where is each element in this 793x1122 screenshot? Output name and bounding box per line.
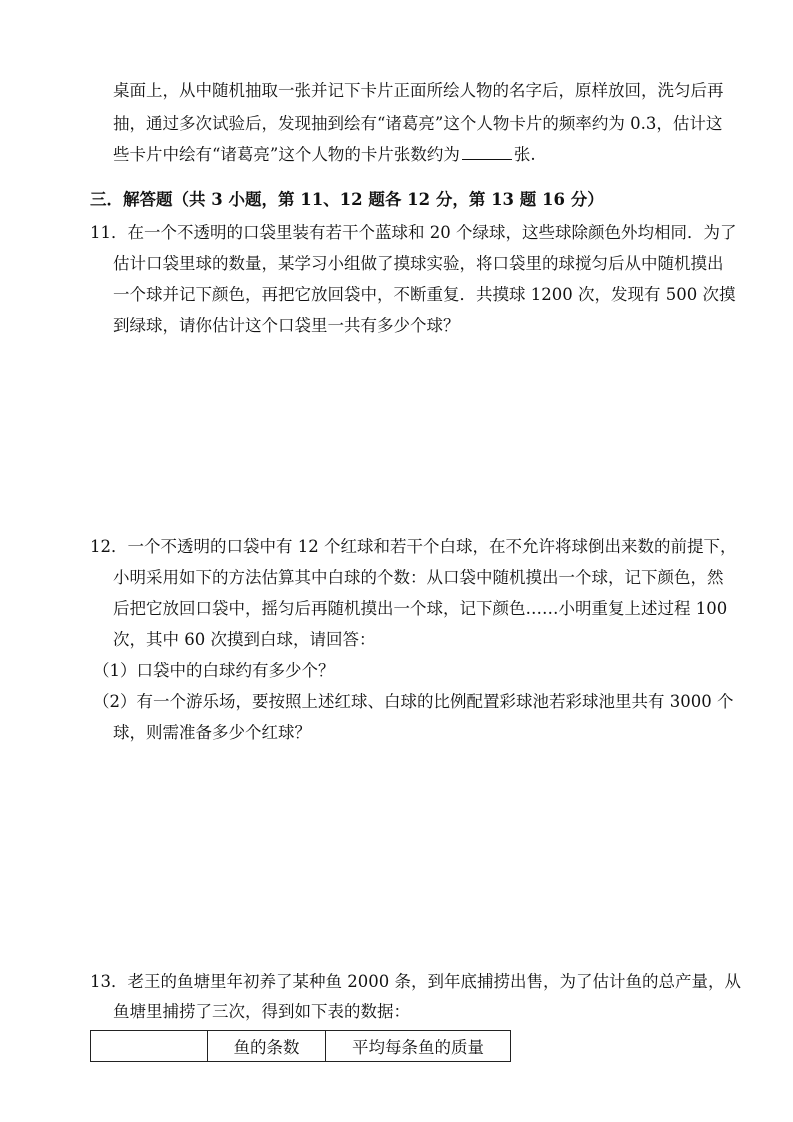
q12-line-1: 12．一个不透明的口袋中有 12 个红球和若干个白球，在不允许将球倒出来数的前提下， [90, 537, 737, 556]
q12-part-2-line-1: （2）有一个游乐场，要按照上述红球、白球的比例配置彩球池若彩球池里共有 3000 个 [93, 692, 734, 711]
table-header-row [91, 1031, 511, 1062]
q11-line-2: 估计口袋里球的数量，某学习小组做了摸球实验，将口袋里的球搅匀后从中随机摸出 [113, 254, 724, 273]
q12-line-4: 次，其中 60 次摸到白球，请回答： [113, 630, 376, 649]
q11-line-1: 11．在一个不透明的口袋里装有若干个蓝球和 20 个绿球，这些球除颜色外均相同．为了 [90, 223, 737, 242]
continuation-line-3-text: 些卡片中绘有“诸葛亮”这个人物的卡片张数约为 [113, 145, 460, 164]
continuation-line-3 [113, 143, 536, 167]
continuation-line-2: 抽，通过多次试验后，发现抽到绘有“诸葛亮”这个人物卡片的频率约为 0.3，估计这 [113, 114, 723, 133]
table-header-avg-weight: 平均每条鱼的质量 [326, 1031, 511, 1062]
q12-part-1: （1）口袋中的白球约有多少个？ [93, 661, 335, 680]
continuation-line-1: 桌面上，从中随机抽取一张并记下卡片正面所绘人物的名字后，原样放回，洗匀后再 [113, 81, 724, 100]
table-header-cell-empty [91, 1031, 208, 1062]
section-heading: 三．解答题（共 3 小题，第 11、12 题各 12 分，第 13 题 16 分） [90, 190, 604, 209]
q12-line-3: 后把它放回口袋中，摇匀后再随机摸出一个球，记下颜色……小明重复上述过程 100 [113, 599, 728, 618]
table-header-fish-count: 鱼的条数 [208, 1031, 326, 1062]
q12-line-2: 小明采用如下的方法估算其中白球的个数：从口袋中随机摸出一个球，记下颜色，然 [113, 568, 724, 587]
fish-data-table [90, 1030, 511, 1062]
q13-line-1: 13．老王的鱼塘里年初养了某种鱼 2000 条，到年底捕捞出售，为了估计鱼的总产量，从 [90, 972, 741, 991]
q13-line-2: 鱼塘里捕捞了三次，得到如下表的数据： [113, 1002, 410, 1021]
continuation-line-3-end: 张. [513, 145, 536, 164]
q12-part-2-line-2: 球，则需准备多少个红球？ [113, 723, 311, 742]
q11-line-4: 到绿球，请你估计这个口袋里一共有多少个球？ [113, 316, 460, 335]
q11-line-3: 一个球并记下颜色，再把它放回袋中，不断重复．共摸球 1200 次，发现有 500 次摸 [113, 285, 736, 304]
answer-blank [462, 143, 512, 160]
